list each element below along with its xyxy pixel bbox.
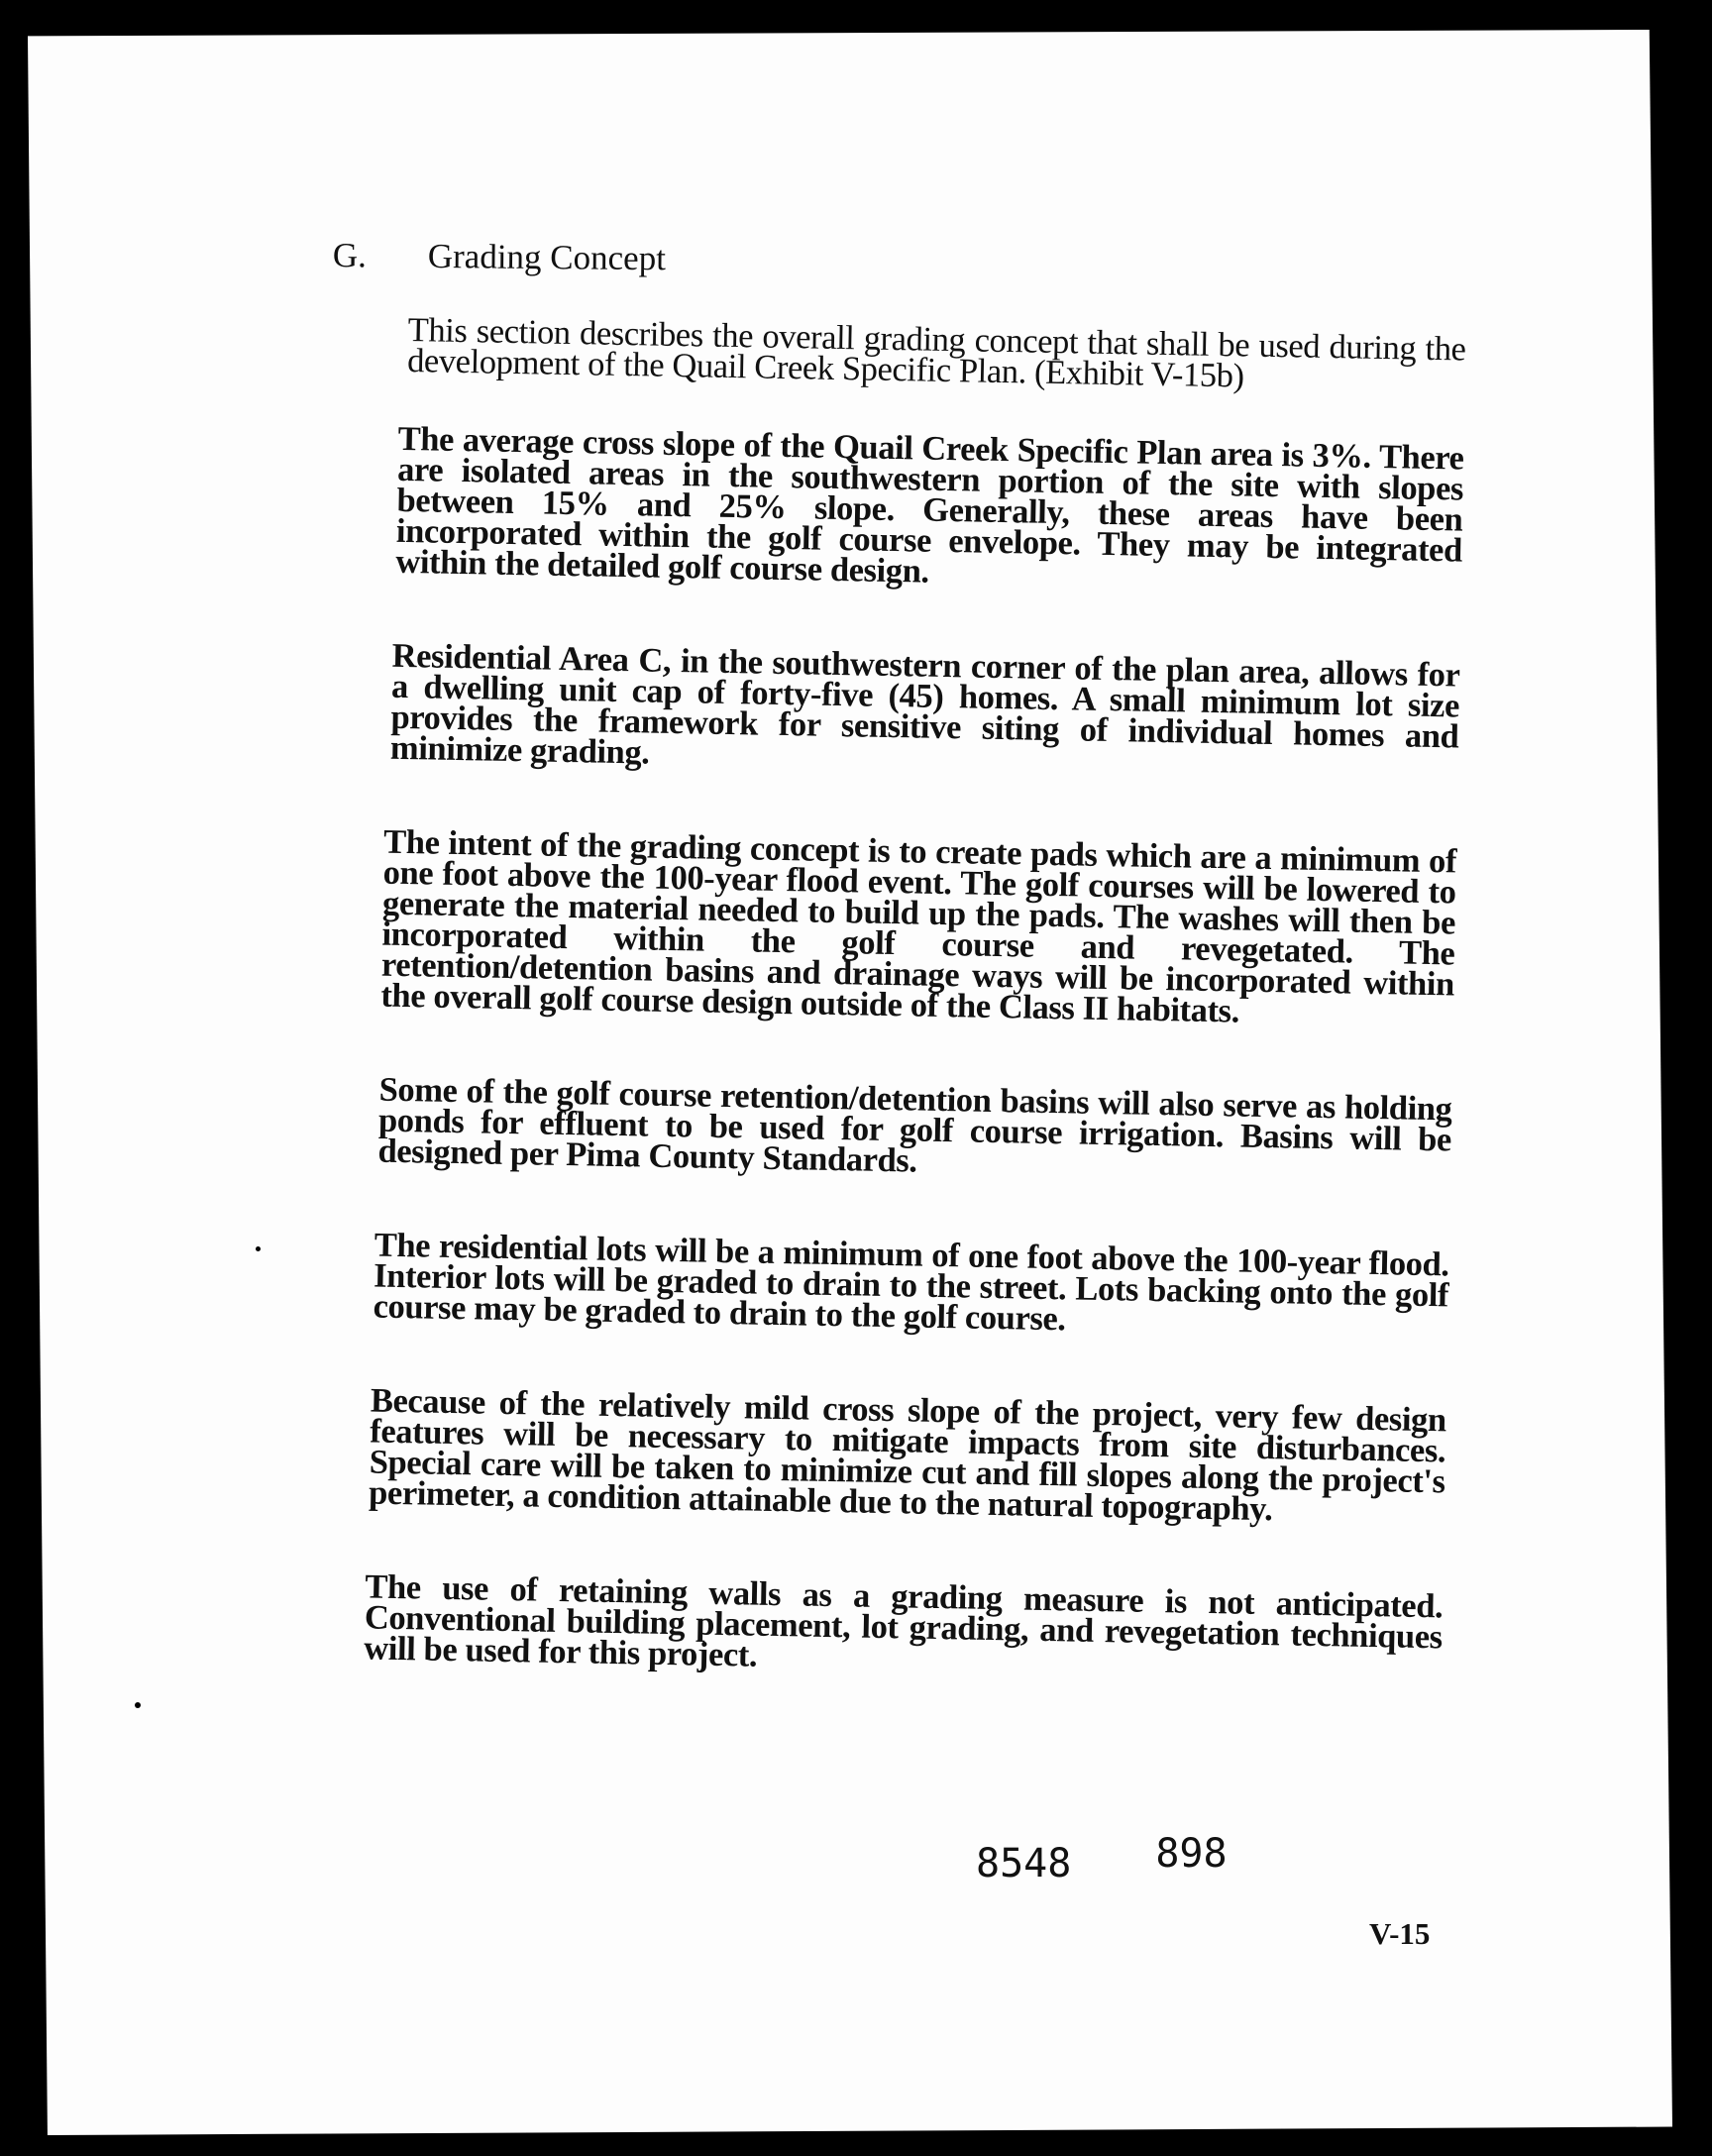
document-body bbox=[363, 311, 1466, 1747]
document-number: 898 bbox=[1155, 1831, 1228, 1877]
document-number: 8548 bbox=[976, 1841, 1072, 1886]
paragraph: Some of the golf course retention/detention basins will also serve as holding ponds for effluent to be used for golf course irrigation. Basins will be designed per Pima County Standards. bbox=[377, 1070, 1452, 1180]
document-control-numbers bbox=[976, 1831, 1228, 1886]
page-number: V-15 bbox=[1369, 1916, 1431, 1951]
paragraph: Residential Area C, in the southwestern corner of the plan area, allows for a dwelling unit cap of forty-five (45) homes. A small minimum lot size provides the framework for sensitive siting of individual homes and minimize grading. bbox=[389, 636, 1460, 772]
scan-speck bbox=[256, 1246, 261, 1251]
paragraph: Because of the relatively mild cross slope of the project, very few design features will be necessary to mitigate impacts from site disturbances. Special care will be taken to minimize cut and fill slopes along the project's perimeter, a condition attainable due to the natural topography. bbox=[368, 1381, 1447, 1529]
paragraph: The average cross slope of the Quail Creek Specific Plan area is 3%. There are isolated areas in the southwestern portion of the site with slopes between 15% and 25% slope. Generally, these areas have been incorporated within the golf course envelope. They may be integrated within the detailed golf course design. bbox=[395, 419, 1464, 591]
section-heading bbox=[333, 236, 666, 278]
scan-speck bbox=[1690, 1813, 1698, 1821]
paragraph: This section describes the overall grading concept that shall be used during the development of the Quail Creek Specific Plan. (Exhibit V-15b) bbox=[406, 311, 1466, 395]
section-letter: G. bbox=[332, 236, 368, 275]
paragraph: The intent of the grading concept is to create pads which are a minimum of one foot above the 100-year flood event. The golf courses will be lowered to generate the material needed to build up the pads. The washes will then be incorporated within the golf course and revegetated. The retention/detention basins and drainage ways will be incorporated within the overall golf course design outside of the Class II habitats. bbox=[380, 822, 1457, 1030]
paragraph: The use of retaining walls as a grading measure is not anticipated. Conventional building placement, lot grading, and revegetation techniques will be used for this project. bbox=[363, 1567, 1444, 1674]
section-title: Grading Concept bbox=[427, 236, 667, 278]
scan-speck bbox=[8, 436, 18, 444]
scan-speck bbox=[1684, 1139, 1698, 1151]
scan-speck bbox=[135, 1702, 141, 1708]
paragraph: The residential lots will be a minimum of one foot above the 100-year flood. Interior lots will be graded to drain to the street. Lots backing onto the golf course may be graded to drain to the golf course. bbox=[373, 1226, 1449, 1339]
